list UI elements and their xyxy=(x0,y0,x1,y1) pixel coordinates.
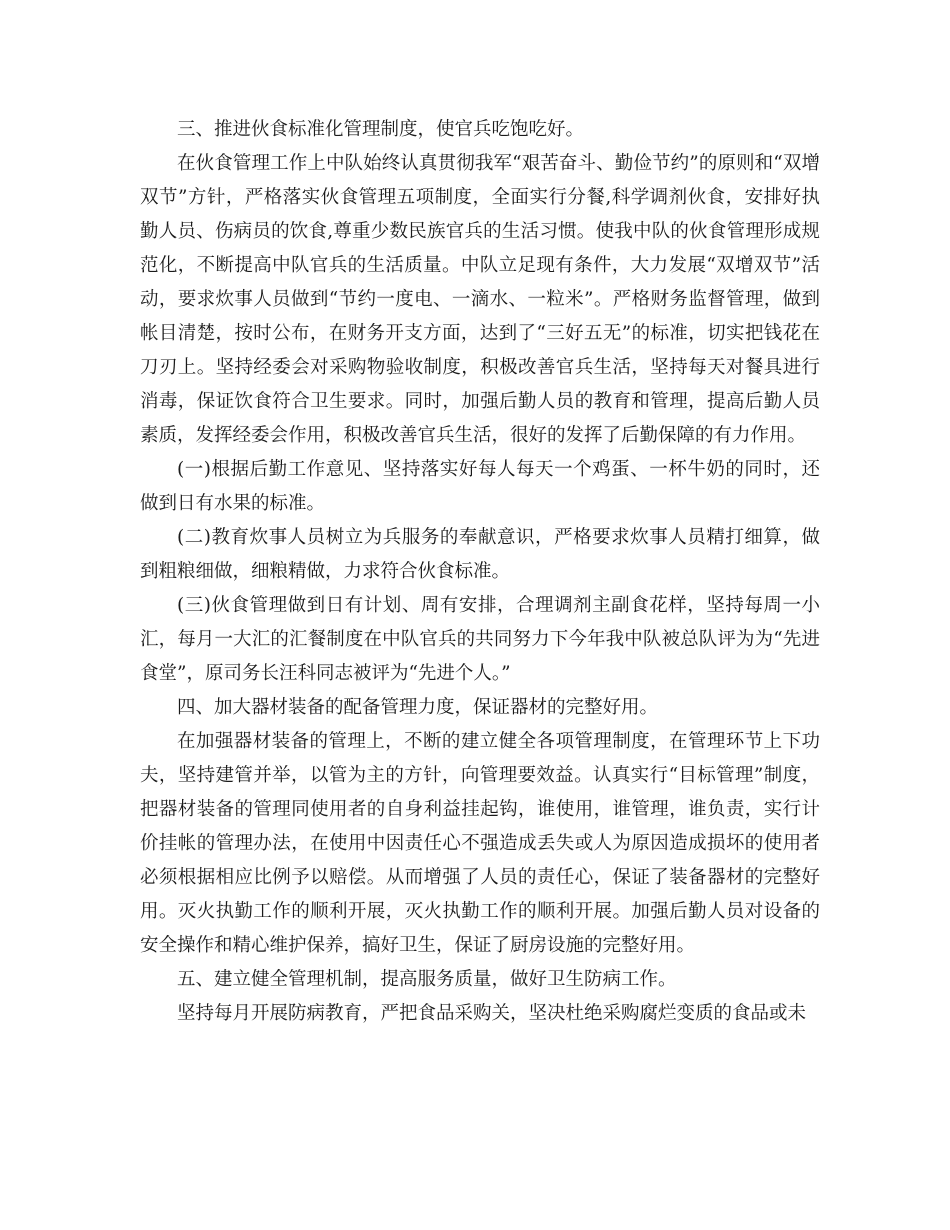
body-paragraph: 坚持每月开展防病教育，严把食品采购关，坚决杜绝采购腐烂变质的食品或未 xyxy=(177,1003,807,1024)
list-item-1: (一)根据后勤工作意见、坚持落实好每人每天一个鸡蛋、一杯牛奶的同时，还做到日有水果的标准。 xyxy=(140,459,820,514)
section-heading-3: 三、推进伙食标准化管理制度，使官兵吃饱吃好。 xyxy=(177,119,585,140)
section-heading-5: 五、建立健全管理机制，提高服务质量，做好卫生防病工作。 xyxy=(177,969,677,990)
document-body xyxy=(140,113,820,1031)
body-paragraph: 在加强器材装备的管理上，不断的建立健全各项管理制度，在管理环节上下功夫，坚持建管并举，以管为主的方针，向管理要效益。认真实行“目标管理”制度，把器材装备的管理同使用者的自身利益挂起钩，谁使用，谁管理，谁负责，实行计价挂帐的管理办法，在使用中因责任心不强造成丢失或人为原因造成损坏的使用者必须根据相应比例予以赔偿。从而增强了人员的责任心，保证了装备器材的完整好用。灭火执勤工作的顺利开展，灭火执勤工作的顺利开展。加强后勤人员对设备的安全操作和精心维护保养，搞好卫生，保证了厨房设施的完整好用。 xyxy=(140,731,820,956)
body-paragraph: 在伙食管理工作上中队始终认真贯彻我军“艰苦奋斗、勤俭节约”的原则和“双增双节”方针，严格落实伙食管理五项制度，全面实行分餐,科学调剂伙食，安排好执勤人员、伤病员的饮食,尊重少数民族官兵的生活习惯。使我中队的伙食管理形成规范化，不断提高中队官兵的生活质量。中队立足现有条件，大力发展“双增双节”活动，要求炊事人员做到“节约一度电、一滴水、一粒米”。严格财务监督管理，做到帐目清楚，按时公布，在财务开支方面，达到了“三好五无”的标准，切实把钱花在刀刃上。坚持经委会对采购物验收制度，积极改善官兵生活，坚持每天对餐具进行消毒，保证饮食符合卫生要求。同时，加强后勤人员的教育和管理，提高后勤人员素质，发挥经委会作用，积极改善官兵生活，很好的发挥了后勤保障的有力作用。 xyxy=(140,153,820,446)
list-item-3: (三)伙食管理做到日有计划、周有安排，合理调剂主副食花样，坚持每周一小汇，每月一大汇的汇餐制度在中队官兵的共同努力下今年我中队被总队评为为“先进食堂”，原司务长汪科同志被评为“先进个人。” xyxy=(140,595,820,684)
list-item-2: (二)教育炊事人员树立为兵服务的奉献意识，严格要求炊事人员精打细算，做到粗粮细做，细粮精做，力求符合伙食标准。 xyxy=(140,527,820,582)
section-heading-4: 四、加大器材装备的配备管理力度，保证器材的完整好用。 xyxy=(177,697,659,718)
